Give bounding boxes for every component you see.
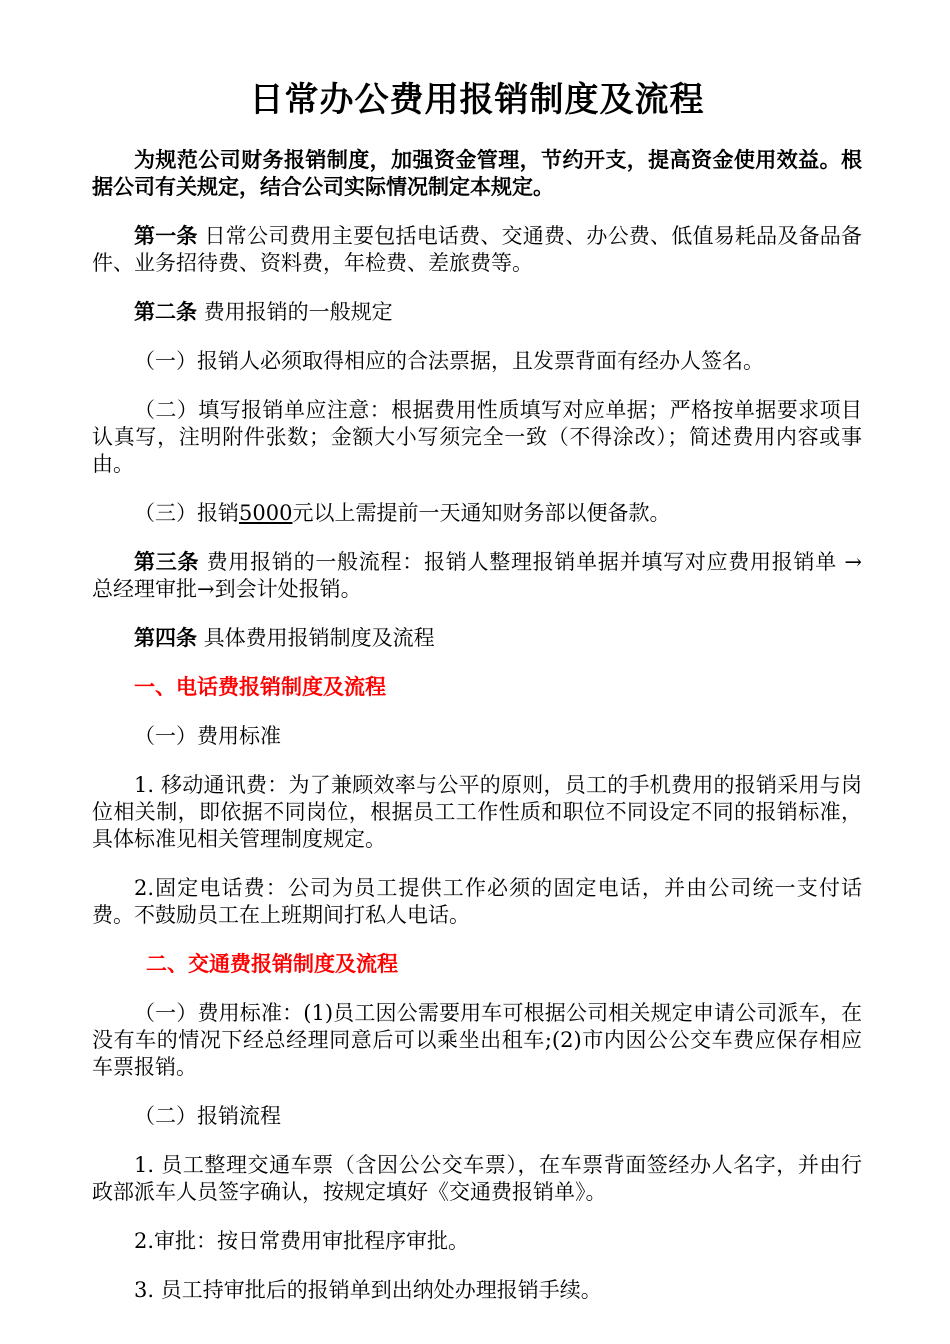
section-1-heading: 一、电话费报销制度及流程 [134, 675, 386, 699]
document-page [92, 78, 862, 1326]
article-2-item-1: （一）报销人必须取得相应的合法票据，且发票背面有经办人签名。 [134, 349, 764, 373]
article-3 [92, 549, 862, 603]
section-2-sub: （二）报销流程 [134, 1104, 281, 1128]
article-2-item-2: （二）填写报销单应注意：根据费用性质填写对应单据；严格按单据要求项目认真写，注明附件张数；金额大小写须完全一致（不得涂改）；简述费用内容或事由。 [92, 398, 862, 476]
section-1-item-1: 1. 移动通讯费：为了兼顾效率与公平的原则，员工的手机费用的报销采用与岗位相关制，即依据不同岗位，根据员工工作性质和职位不同设定不同的报销标准，具体标准见相关管理制度规定。 [92, 773, 862, 851]
article-3-text: 费用报销的一般流程：报销人整理报销单据并填写对应费用报销单 → 总经理审批→到会计处报销。 [92, 550, 862, 601]
intro-paragraph: 为规范公司财务报销制度，加强资金管理，节约开支，提高资金使用效益。根据公司有关规定，结合公司实际情况制定本规定。 [92, 148, 862, 199]
article-4-label: 第四条 [134, 626, 197, 650]
section-2-heading: 二、交通费报销制度及流程 [146, 952, 398, 976]
article-1-label: 第一条 [134, 224, 198, 248]
section-2-item-2: 2.审批：按日常费用审批程序审批。 [134, 1229, 470, 1253]
page-title: 日常办公费用报销制度及流程 [249, 80, 705, 120]
section-1-sub: （一）费用标准 [134, 724, 281, 748]
article-4 [92, 625, 862, 652]
item-3-post: 元以上需提前一天通知财务部以便备款。 [292, 501, 671, 525]
section-2-item-3: 3. 员工持审批后的报销单到出纳处办理报销手续。 [134, 1278, 602, 1302]
item-3-amount: 5000 [239, 501, 293, 525]
item-3-pre: （三）报销 [134, 501, 239, 525]
article-3-label: 第三条 [134, 550, 200, 574]
section-1-item-2: 2.固定电话费：公司为员工提供工作必须的固定电话，并由公司统一支付话费。不鼓励员工在上班期间打私人电话。 [92, 876, 862, 927]
section-2-item-1: 1. 员工整理交通车票（含因公公交车票），在车票背面签经办人名字，并由行政部派车人员签字确认，按规定填好《交通费报销单》。 [92, 1153, 862, 1204]
article-2-text: 费用报销的一般规定 [203, 300, 393, 324]
article-2-item-3 [92, 500, 862, 527]
section-2-standard: （一）费用标准：(1)员工因公需要用车可根据公司相关规定申请公司派车，在没有车的情况下经总经理同意后可以乘坐出租车;(2)市内因公公交车费应保存相应车票报销。 [92, 1001, 862, 1079]
article-1-text: 日常公司费用主要包括电话费、交通费、办公费、低值易耗品及备品备件、业务招待费、资料费，年检费、差旅费等。 [92, 224, 862, 275]
article-4-text: 具体费用报销制度及流程 [203, 626, 435, 650]
article-2 [92, 299, 862, 326]
article-2-label: 第二条 [134, 300, 197, 324]
article-1 [92, 223, 862, 277]
